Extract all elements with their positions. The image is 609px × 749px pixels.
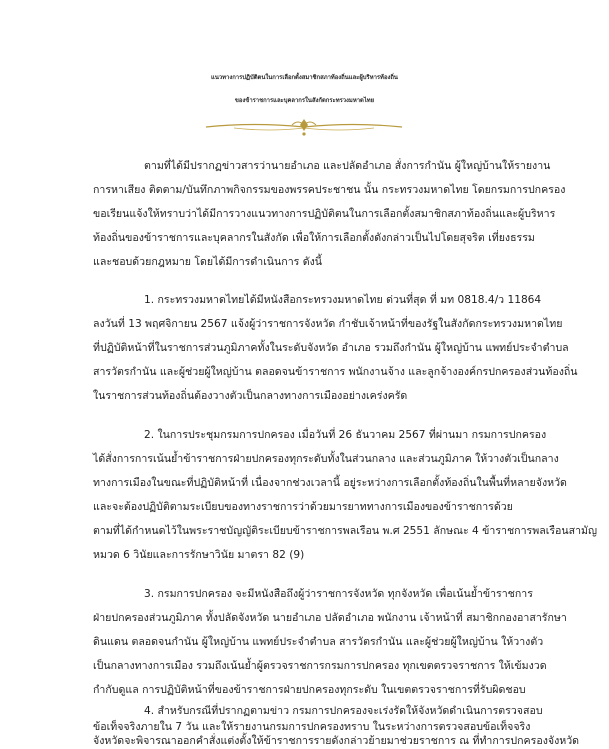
paragraph-1-line-3: ขอเรียนแจ้งให้ทราบว่าได้มีการวางแนวทางการปฏิบัติตนในการเลือกตั้งสมาชิกสภาท้องถิ่นและผู้บริหาร: [93, 208, 556, 220]
paragraph-3-line-5: ตามที่ได้กำหนดไว้ในพระราชบัญญัติระเบียบข้าราชการพลเรือน พ.ศ 2551 ลักษณะ 4 ข้าราชการพลเรือนสามัญ: [93, 525, 598, 537]
document-title-line-2: ของข้าราชการและบุคลากรในสังกัดกระทรวงมหาดไทย: [234, 98, 375, 104]
decorative-divider-icon: [204, 116, 404, 138]
paragraph-1-line-2: การหาเสียง ติดตาม/บันทึกภาพกิจกรรมของพรรคประชาชน นั้น กระทรวงมหาดไทย โดยกรมการปกครอง: [93, 184, 566, 196]
paragraph-2-line-1: 1. กระทรวงมหาดไทยได้มีหนังสือกระทรวงมหาดไทย ด่วนที่สุด ที่ มท 0818.4/ว 11864: [144, 294, 542, 306]
paragraph-5-line-1: 4. สำหรับกรณีที่ปรากฏตามข่าว กรมการปกครองจะเร่งรัดให้จังหวัดดำเนินการตรวจสอบ: [144, 705, 543, 717]
paragraph-4-line-3: ดินแดน ตลอดจนกำนัน ผู้ใหญ่บ้าน แพทย์ประจำตำบล สารวัตรกำนัน และผู้ช่วยผู้ใหญ่บ้าน ให้วางตัว: [93, 636, 544, 648]
paragraph-2-line-3: ที่ปฏิบัติหน้าที่ในราชการส่วนภูมิภาคทั้งในระดับจังหวัด อำเภอ รวมถึงกำนัน ผู้ใหญ่บ้าน แพทย์ประจำตำบล: [93, 342, 569, 354]
paragraph-3-line-4: และจะต้องปฏิบัติตามระเบียบของทางราชการว่าด้วยมารยาททางการเมืองของข้าราชการด้วย: [93, 501, 513, 513]
paragraph-3-line-3: ทางการเมืองในขณะที่ปฏิบัติหน้าที่ เนื่องจากช่วงเวลานี้ อยู่ระหว่างการเลือกตั้งท้องถิ่นในพื้นที่หลายจังหวัด: [93, 477, 567, 489]
paragraph-2-line-2: ลงวันที่ 13 พฤศจิกายน 2567 แจ้งผู้ว่าราชการจังหวัด กำชับเจ้าหน้าที่ของรัฐในสังกัดกระทรวงมหาดไทย: [93, 318, 563, 330]
paragraph-4-line-1: 3. กรมการปกครอง จะมีหนังสือถึงผู้ว่าราชการจังหวัด ทุกจังหวัด เพื่อเน้นย้ำข้าราชการ: [144, 588, 533, 600]
paragraph-3-line-1: 2. ในการประชุมกรมการปกครอง เมื่อวันที่ 26 ธันวาคม 2567 ที่ผ่านมา กรมการปกครอง: [144, 429, 547, 441]
paragraph-4-line-4: เป็นกลางทางการเมือง รวมถึงเน้นย้ำผู้ตรวจราชการกรมการปกครอง ทุกเขตตรวจราชการ ให้เข้มงวด: [93, 660, 547, 672]
paragraph-3-line-6: หมวด 6 วินัยและการรักษาวินัย มาตรา 82 (9): [93, 549, 305, 561]
paragraph-2-line-4: สารวัตรกำนัน และผู้ช่วยผู้ใหญ่บ้าน ตลอดจนข้าราชการ พนักงานจ้าง และลูกจ้างองค์กรปกครองส่วนท้องถิ่น: [93, 366, 578, 378]
paragraph-1-line-5: และชอบด้วยกฎหมาย โดยได้มีการดำเนินการ ดังนี้: [93, 256, 323, 268]
document-title-line-1: แนวทางการปฏิบัติตนในการเลือกตั้งสมาชิกสภาท้องถิ่นและผู้บริหารท้องถิ่น: [211, 75, 398, 81]
paragraph-4-line-5: กำกับดูแล การปฏิบัติหน้าที่ของข้าราชการฝ่ายปกครองทุกระดับ ในเขตตรวจราชการที่รับผิดชอบ: [93, 684, 526, 696]
paragraph-5-line-3: จังหวัดจะพิจารณาออกคำสั่งแต่งตั้งให้ข้าราชการรายดังกล่าวย้ายมาช่วยราชการ ณ ที่ทำการปกครองจังหวัด: [93, 735, 580, 747]
paragraph-1-line-4: ท้องถิ่นของข้าราชการและบุคลากรในสังกัด เพื่อให้การเลือกตั้งดังกล่าวเป็นไปโดยสุจริต เที่ยงธรรม: [93, 232, 535, 244]
paragraph-2-line-5: ในราชการส่วนท้องถิ่นต้องวางตัวเป็นกลางทางการเมืองอย่างเคร่งครัด: [93, 390, 408, 402]
paragraph-4-line-2: ฝ่ายปกครองส่วนภูมิภาค ทั้งปลัดจังหวัด นายอำเภอ ปลัดอำเภอ พนักงาน เจ้าหน้าที่ สมาชิกกองอาสารักษา: [93, 612, 567, 624]
paragraph-1-line-1: ตามที่ได้มีปรากฏข่าวสารว่านายอำเภอ และปลัดอำเภอ สั่งการกำนัน ผู้ใหญ่บ้านให้รายงาน: [144, 160, 551, 172]
paragraph-5-line-2: ข้อเท็จจริงภายใน 7 วัน และให้รายงานกรมการปกครองทราบ ในระหว่างการตรวจสอบข้อเท็จจริง: [93, 721, 531, 733]
paragraph-3-line-2: ได้สั่งการการเน้นย้ำข้าราชการฝ่ายปกครองทุกระดับทั้งในส่วนกลาง และส่วนภูมิภาค ให้วางตัวเป็นกลาง: [93, 453, 559, 465]
